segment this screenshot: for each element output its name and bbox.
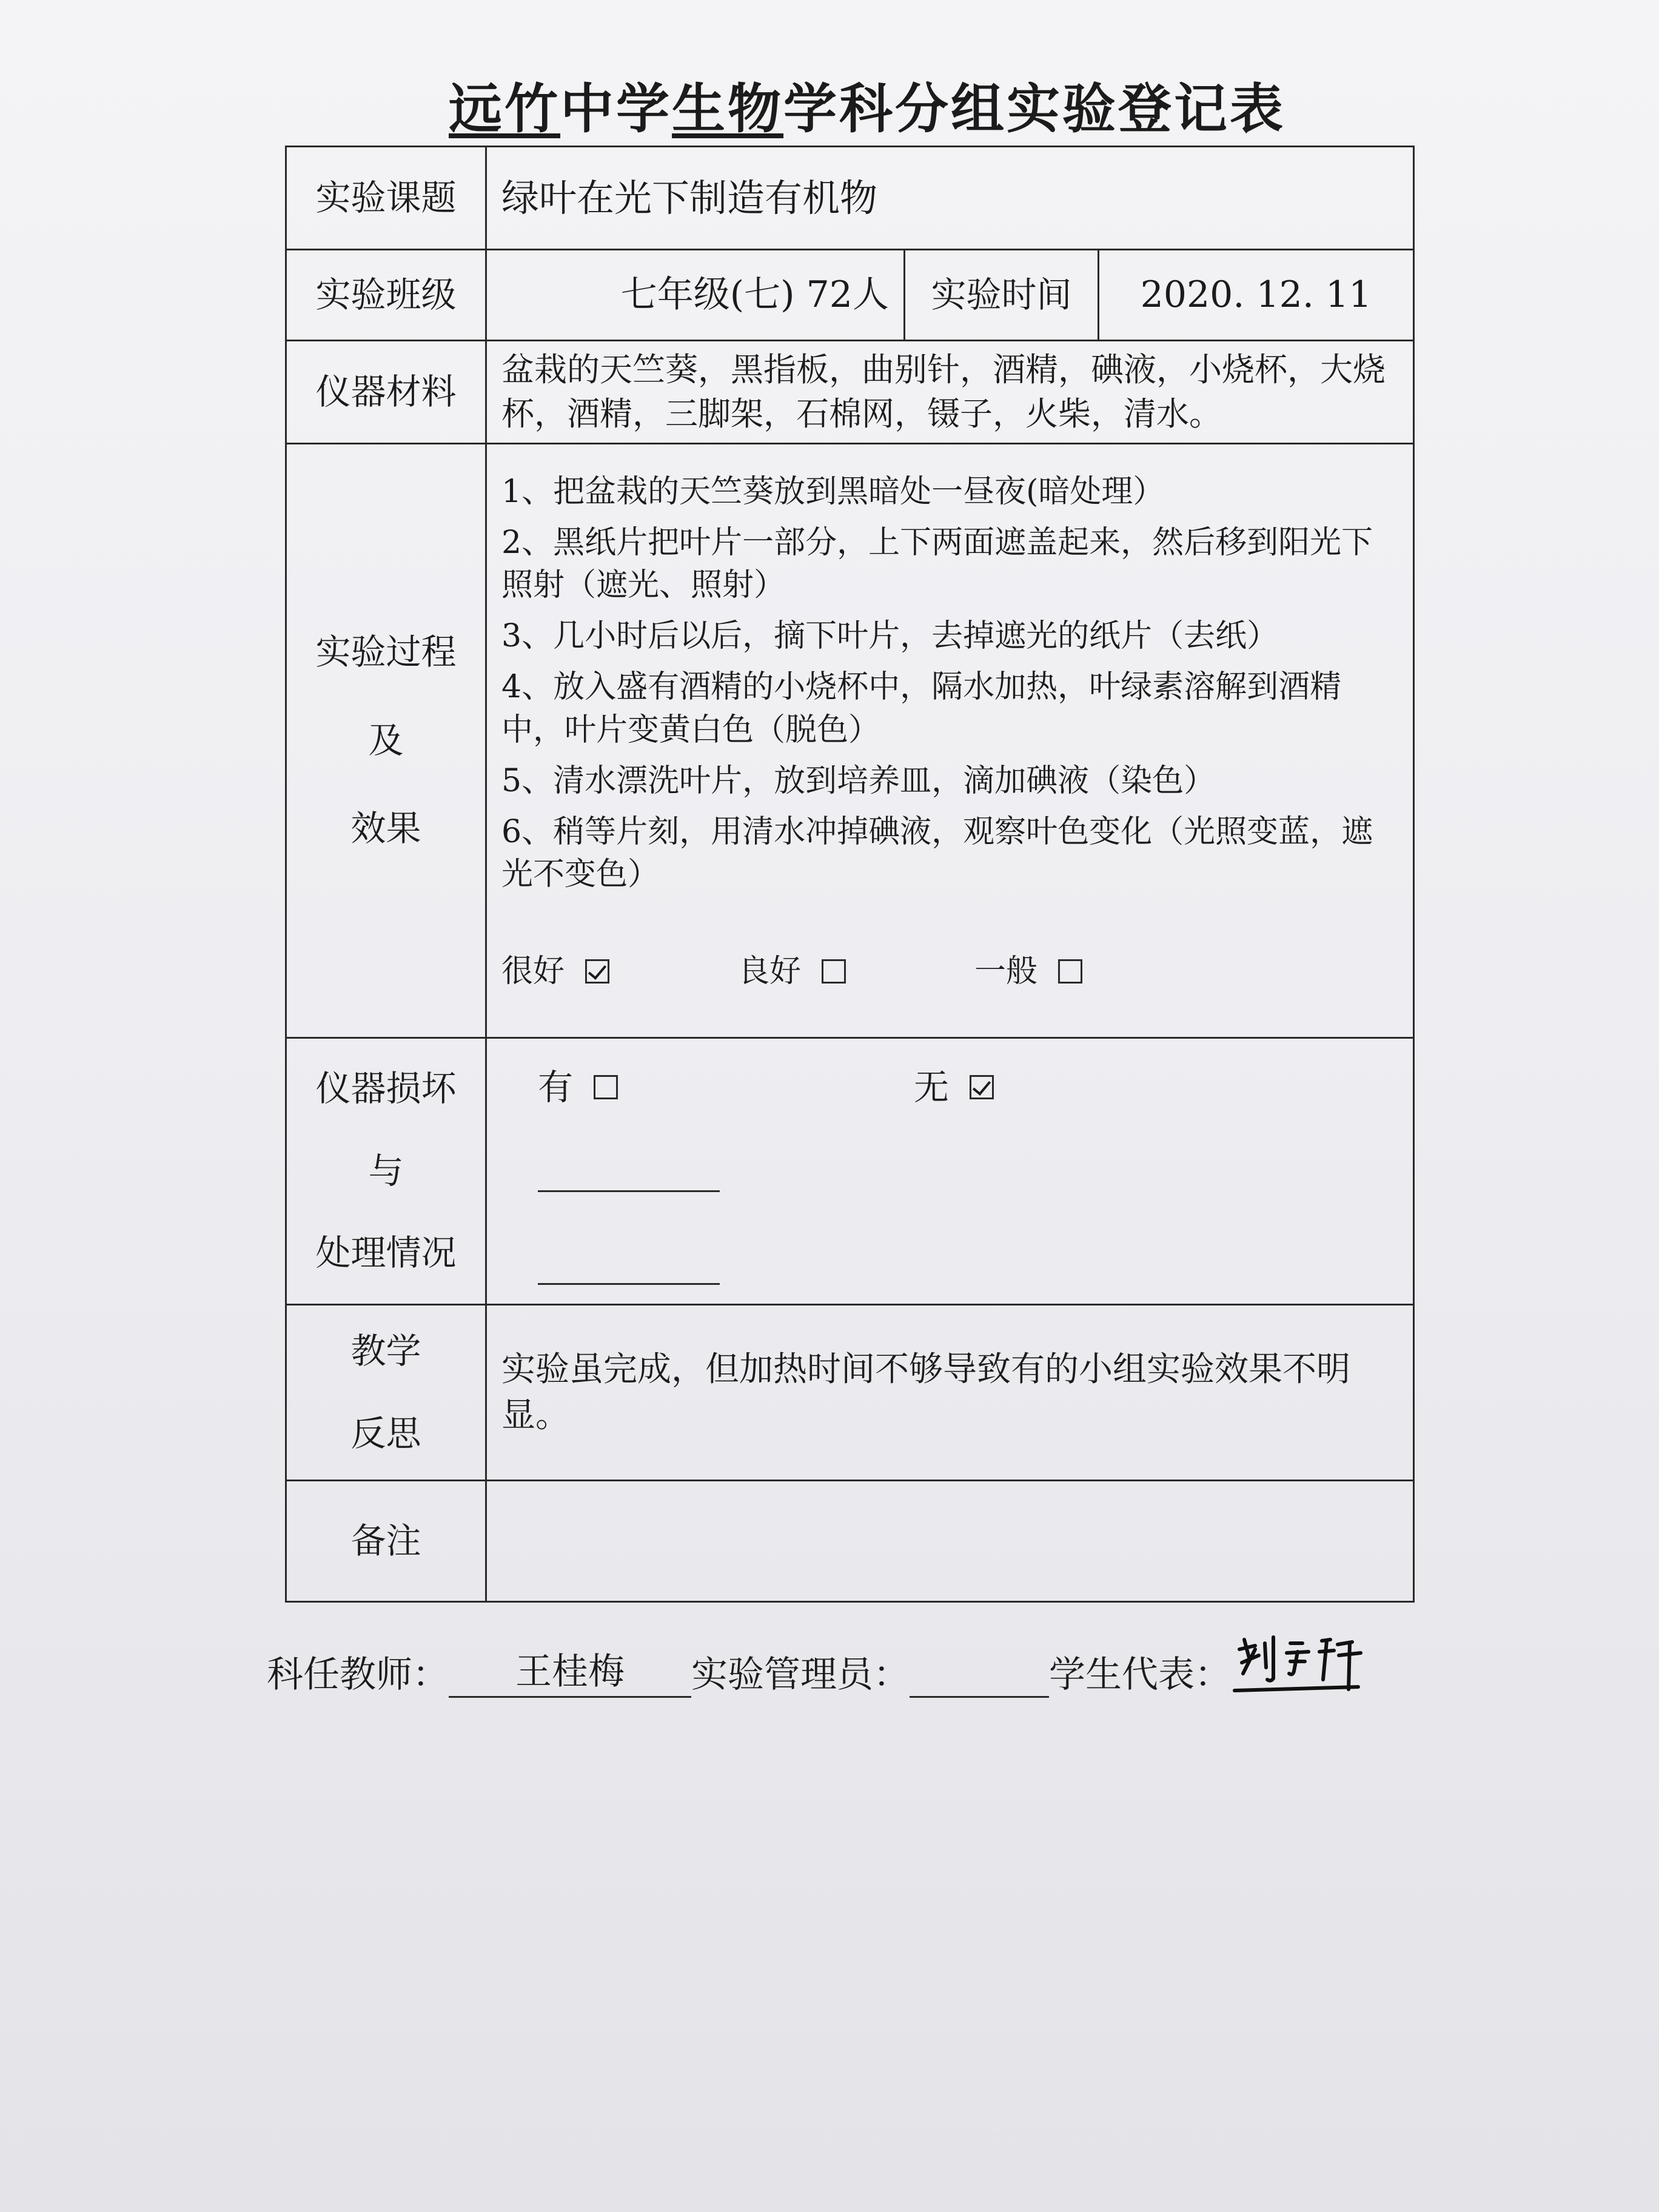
title-school-type: 中学 bbox=[560, 77, 672, 140]
student-signature bbox=[1231, 1631, 1370, 1698]
checkbox-checked-icon[interactable] bbox=[970, 1075, 994, 1099]
title-rest: 学科分组实验登记表 bbox=[783, 77, 1286, 140]
time-label: 实验时间 bbox=[905, 250, 1099, 341]
damage-label-line3: 处理情况 bbox=[315, 1232, 457, 1274]
row-materials bbox=[286, 341, 1414, 444]
step-item: 2、黑纸片把叶片一部分，上下两面遮盖起来，然后移到阳光下照射（遮光、照射） bbox=[501, 524, 1373, 603]
damage-value bbox=[486, 1038, 1414, 1305]
page-title bbox=[449, 67, 1286, 143]
damage-option-yes[interactable] bbox=[501, 1064, 877, 1111]
checkbox-empty-icon[interactable] bbox=[822, 959, 846, 984]
teacher-name: 王桂梅 bbox=[449, 1643, 691, 1698]
row-remarks bbox=[286, 1481, 1414, 1602]
materials-value: 盆栽的天竺葵，黑指板，曲别针，酒精，碘液，小烧杯，大烧杯，酒精，三脚架，石棉网，镊子，火柴，清水。 bbox=[486, 341, 1414, 444]
topic-value: 绿叶在光下制造有机物 bbox=[486, 147, 1414, 250]
signature-footer bbox=[267, 1631, 1419, 1698]
admin-label: 实验管理员： bbox=[691, 1654, 910, 1696]
materials-label: 仪器材料 bbox=[286, 341, 486, 444]
step-item: 5、清水漂洗叶片，放到培养皿，滴加碘液（染色） bbox=[501, 762, 1216, 799]
reflection-label bbox=[286, 1305, 486, 1481]
damage-option-label: 无 bbox=[914, 1067, 950, 1108]
rating-option-average[interactable] bbox=[974, 950, 1211, 993]
title-school-name: 远竹 bbox=[449, 77, 561, 140]
admin-name bbox=[910, 1656, 1049, 1698]
step-item: 6、稍等片刻，用清水冲掉碘液，观察叶色变化（光照变蓝，遮光不变色） bbox=[501, 813, 1373, 893]
time-value: 2020. 12. 11 bbox=[1099, 250, 1414, 341]
process-label-line1: 实验过程 bbox=[315, 631, 457, 673]
row-class bbox=[286, 250, 1414, 341]
experiment-form-table bbox=[285, 146, 1415, 1603]
reflection-label-line1: 教学 bbox=[350, 1330, 421, 1372]
step-item: 3、几小时后以后，摘下叶片，去掉遮光的纸片（去纸） bbox=[501, 618, 1279, 655]
rating-option-good[interactable] bbox=[738, 950, 974, 993]
damage-options bbox=[501, 1064, 1398, 1111]
process-value bbox=[486, 444, 1414, 1038]
student-label: 学生代表： bbox=[1049, 1654, 1231, 1696]
process-label-line3: 效果 bbox=[350, 808, 421, 850]
rating-label: 很好 bbox=[501, 953, 565, 990]
blank-write-line[interactable] bbox=[538, 1247, 720, 1285]
step-item: 1、把盆栽的天竺葵放到黑暗处一昼夜(暗处理） bbox=[501, 473, 1165, 510]
class-value: 七年级(七) 72人 bbox=[486, 250, 905, 341]
blank-write-line[interactable] bbox=[538, 1154, 720, 1192]
checkbox-empty-icon[interactable] bbox=[594, 1075, 618, 1099]
teacher-label: 科任教师： bbox=[267, 1654, 449, 1696]
damage-option-no[interactable] bbox=[877, 1064, 1253, 1111]
remarks-value bbox=[486, 1481, 1414, 1602]
row-process bbox=[286, 444, 1414, 1038]
damage-label-line1: 仪器损坏 bbox=[315, 1068, 457, 1110]
damage-option-label: 有 bbox=[538, 1067, 574, 1108]
row-reflection bbox=[286, 1305, 1414, 1481]
title-subject: 生物 bbox=[672, 77, 784, 140]
rating-group bbox=[501, 950, 1398, 993]
process-label-line2: 及 bbox=[368, 719, 404, 761]
step-item: 4、放入盛有酒精的小烧杯中，隔水加热，叶绿素溶解到酒精中，叶片变黄白色（脱色） bbox=[501, 669, 1342, 748]
class-label: 实验班级 bbox=[286, 250, 486, 341]
handwritten-signature-icon bbox=[1231, 1631, 1370, 1698]
damage-label-line2: 与 bbox=[368, 1150, 404, 1191]
topic-label: 实验课题 bbox=[286, 147, 486, 250]
row-damage bbox=[286, 1038, 1414, 1305]
rating-label: 良好 bbox=[738, 953, 802, 990]
reflection-label-line2: 反思 bbox=[350, 1412, 421, 1454]
process-label bbox=[286, 444, 486, 1038]
rating-label: 一般 bbox=[974, 953, 1038, 990]
reflection-value: 实验虽完成，但加热时间不够导致有的小组实验效果不明显。 bbox=[486, 1305, 1414, 1481]
damage-label bbox=[286, 1038, 486, 1305]
checkbox-empty-icon[interactable] bbox=[1058, 959, 1082, 984]
checkbox-checked-icon[interactable] bbox=[585, 959, 609, 984]
remarks-label: 备注 bbox=[286, 1481, 486, 1602]
row-topic bbox=[286, 147, 1414, 250]
rating-option-excellent[interactable] bbox=[501, 950, 738, 993]
